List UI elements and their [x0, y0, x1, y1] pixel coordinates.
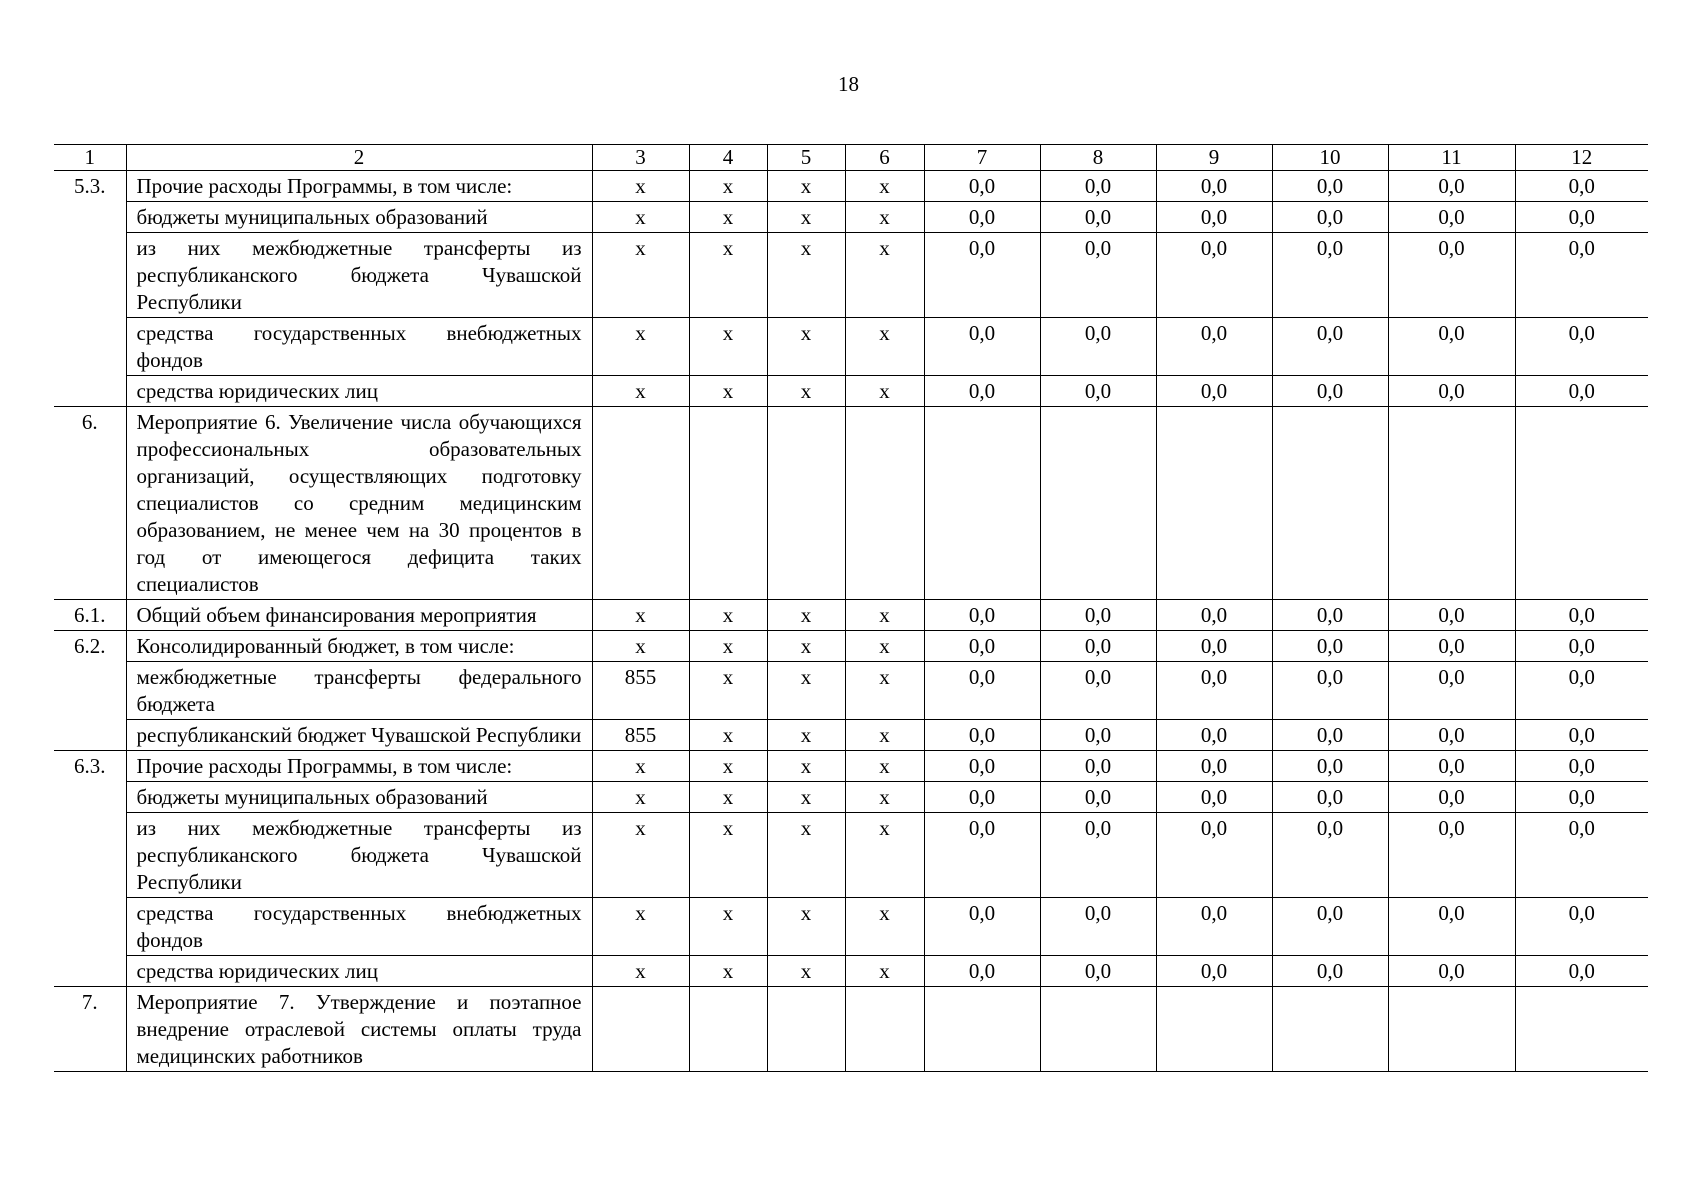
row-description-cell: средства государственных внебюджетных фондов [126, 318, 592, 376]
code-cell: х [592, 813, 689, 898]
value-cell: 0,0 [924, 813, 1040, 898]
value-cell: 0,0 [1515, 376, 1648, 407]
row-number-cell [54, 956, 126, 987]
value-cell: 0,0 [1515, 171, 1648, 202]
row-description-cell: Прочие расходы Программы, в том числе: [126, 171, 592, 202]
value-cell: 0,0 [1040, 376, 1156, 407]
code-cell: х [689, 813, 767, 898]
value-cell: 0,0 [1040, 898, 1156, 956]
value-cell: 0,0 [1156, 631, 1272, 662]
code-cell: х [767, 956, 845, 987]
row-number-cell [54, 662, 126, 720]
value-cell: 0,0 [1156, 898, 1272, 956]
header-cell: 12 [1515, 145, 1648, 171]
table-row [54, 318, 1648, 376]
header-cell: 6 [845, 145, 924, 171]
value-cell: 0,0 [1388, 202, 1515, 233]
value-cell: 0,0 [1388, 956, 1515, 987]
header-cell: 1 [54, 145, 126, 171]
page-number: 18 [838, 72, 859, 96]
value-cell [924, 407, 1040, 600]
code-cell [767, 407, 845, 600]
table-row [54, 751, 1648, 782]
row-description-cell: Консолидированный бюджет, в том числе: [126, 631, 592, 662]
value-cell: 0,0 [1040, 782, 1156, 813]
code-cell: х [592, 782, 689, 813]
value-cell: 0,0 [1388, 233, 1515, 318]
value-cell: 0,0 [1272, 751, 1388, 782]
code-cell: х [689, 662, 767, 720]
code-cell: х [767, 720, 845, 751]
table-row [54, 662, 1648, 720]
value-cell: 0,0 [924, 171, 1040, 202]
value-cell: 0,0 [1388, 600, 1515, 631]
value-cell: 0,0 [1272, 376, 1388, 407]
value-cell: 0,0 [1272, 202, 1388, 233]
code-cell: х [689, 233, 767, 318]
value-cell: 0,0 [1515, 720, 1648, 751]
value-cell: 0,0 [1388, 376, 1515, 407]
row-description-cell: из них межбюджетные трансферты из республиканского бюджета Чувашской Республики [126, 813, 592, 898]
value-cell: 0,0 [1515, 202, 1648, 233]
code-cell: х [845, 233, 924, 318]
code-cell: х [767, 600, 845, 631]
header-cell: 9 [1156, 145, 1272, 171]
code-cell: х [845, 631, 924, 662]
table-row [54, 376, 1648, 407]
code-cell: х [689, 318, 767, 376]
code-cell: х [845, 202, 924, 233]
code-cell: х [689, 956, 767, 987]
code-cell: х [592, 751, 689, 782]
code-cell: х [767, 171, 845, 202]
code-cell: х [767, 782, 845, 813]
value-cell [1515, 407, 1648, 600]
table-row [54, 813, 1648, 898]
value-cell: 0,0 [1388, 318, 1515, 376]
code-cell: х [689, 720, 767, 751]
table-row [54, 171, 1648, 202]
value-cell [1272, 407, 1388, 600]
value-cell: 0,0 [1040, 600, 1156, 631]
code-cell: х [767, 376, 845, 407]
value-cell: 0,0 [1272, 898, 1388, 956]
table-row [54, 407, 1648, 600]
code-cell [845, 407, 924, 600]
row-description-cell: Мероприятие 7. Утверждение и поэтапное внедрение отраслевой системы оплаты труда медицинских работников [126, 987, 592, 1072]
value-cell: 0,0 [1156, 720, 1272, 751]
code-cell: х [845, 376, 924, 407]
code-cell: х [845, 171, 924, 202]
row-description-cell: Прочие расходы Программы, в том числе: [126, 751, 592, 782]
code-cell [767, 987, 845, 1072]
code-cell: х [767, 318, 845, 376]
value-cell: 0,0 [924, 376, 1040, 407]
value-cell [1388, 987, 1515, 1072]
code-cell [689, 407, 767, 600]
value-cell: 0,0 [1272, 318, 1388, 376]
value-cell: 0,0 [1272, 600, 1388, 631]
value-cell: 0,0 [1156, 376, 1272, 407]
value-cell: 0,0 [1040, 171, 1156, 202]
value-cell: 0,0 [1156, 813, 1272, 898]
row-number-cell [54, 898, 126, 956]
value-cell: 0,0 [1040, 956, 1156, 987]
row-number-cell [54, 233, 126, 318]
value-cell: 0,0 [924, 720, 1040, 751]
value-cell: 0,0 [924, 318, 1040, 376]
budget-table [54, 144, 1648, 1072]
value-cell [1156, 407, 1272, 600]
code-cell: х [845, 898, 924, 956]
value-cell: 0,0 [1040, 233, 1156, 318]
value-cell: 0,0 [1515, 956, 1648, 987]
code-cell: х [592, 898, 689, 956]
table-row [54, 233, 1648, 318]
code-cell: х [689, 202, 767, 233]
code-cell: х [845, 956, 924, 987]
code-cell: х [845, 662, 924, 720]
value-cell: 0,0 [1272, 720, 1388, 751]
table-row [54, 782, 1648, 813]
value-cell: 0,0 [924, 233, 1040, 318]
header-cell: 2 [126, 145, 592, 171]
code-cell: х [592, 171, 689, 202]
code-cell: х [592, 376, 689, 407]
value-cell [1040, 407, 1156, 600]
code-cell [845, 987, 924, 1072]
value-cell: 0,0 [1156, 751, 1272, 782]
value-cell: 0,0 [1040, 202, 1156, 233]
row-number-cell: 5.3. [54, 171, 126, 202]
code-cell: х [767, 631, 845, 662]
code-cell: х [689, 376, 767, 407]
table-row [54, 898, 1648, 956]
code-cell: х [767, 813, 845, 898]
code-cell: х [592, 631, 689, 662]
header-cell: 11 [1388, 145, 1515, 171]
row-description-cell: средства юридических лиц [126, 956, 592, 987]
code-cell: х [689, 898, 767, 956]
value-cell: 0,0 [1156, 171, 1272, 202]
code-cell: х [845, 720, 924, 751]
code-cell: х [845, 782, 924, 813]
code-cell: х [592, 233, 689, 318]
table-row [54, 202, 1648, 233]
value-cell [1156, 987, 1272, 1072]
value-cell: 0,0 [924, 662, 1040, 720]
value-cell: 0,0 [1272, 171, 1388, 202]
row-description-cell: Общий объем финансирования мероприятия [126, 600, 592, 631]
value-cell: 0,0 [924, 782, 1040, 813]
code-cell: х [689, 171, 767, 202]
value-cell: 0,0 [1156, 600, 1272, 631]
value-cell: 0,0 [1272, 631, 1388, 662]
code-cell: х [767, 751, 845, 782]
code-cell: х [767, 202, 845, 233]
value-cell [1515, 987, 1648, 1072]
row-number-cell [54, 720, 126, 751]
row-description-cell: межбюджетные трансферты федерального бюджета [126, 662, 592, 720]
value-cell [1040, 987, 1156, 1072]
code-cell: х [592, 318, 689, 376]
value-cell [924, 987, 1040, 1072]
code-cell: х [592, 956, 689, 987]
row-number-cell [54, 813, 126, 898]
value-cell: 0,0 [1272, 813, 1388, 898]
value-cell: 0,0 [1388, 898, 1515, 956]
value-cell: 0,0 [1040, 662, 1156, 720]
table-body [54, 145, 1648, 1072]
value-cell: 0,0 [924, 898, 1040, 956]
code-cell: х [767, 898, 845, 956]
row-number-cell: 7. [54, 987, 126, 1072]
value-cell: 0,0 [1040, 318, 1156, 376]
row-description-cell: средства юридических лиц [126, 376, 592, 407]
value-cell: 0,0 [1388, 813, 1515, 898]
table-row [54, 720, 1648, 751]
row-number-cell [54, 376, 126, 407]
value-cell: 0,0 [1272, 233, 1388, 318]
header-cell: 8 [1040, 145, 1156, 171]
code-cell: х [845, 318, 924, 376]
row-number-cell: 6.1. [54, 600, 126, 631]
value-cell: 0,0 [924, 202, 1040, 233]
value-cell [1388, 407, 1515, 600]
header-cell: 7 [924, 145, 1040, 171]
value-cell: 0,0 [1515, 813, 1648, 898]
value-cell: 0,0 [1040, 813, 1156, 898]
value-cell: 0,0 [1272, 782, 1388, 813]
value-cell: 0,0 [924, 600, 1040, 631]
code-cell: х [592, 600, 689, 631]
value-cell: 0,0 [1388, 782, 1515, 813]
header-row [54, 145, 1648, 171]
code-cell: х [845, 813, 924, 898]
code-cell: х [689, 631, 767, 662]
code-cell: х [845, 751, 924, 782]
value-cell: 0,0 [1156, 202, 1272, 233]
value-cell [1272, 987, 1388, 1072]
value-cell: 0,0 [1515, 751, 1648, 782]
value-cell: 0,0 [1156, 318, 1272, 376]
code-cell: 855 [592, 720, 689, 751]
value-cell: 0,0 [1515, 233, 1648, 318]
code-cell: х [845, 600, 924, 631]
table-row [54, 631, 1648, 662]
value-cell: 0,0 [1156, 233, 1272, 318]
value-cell: 0,0 [924, 751, 1040, 782]
value-cell: 0,0 [1515, 782, 1648, 813]
row-number-cell [54, 318, 126, 376]
row-number-cell: 6.3. [54, 751, 126, 782]
row-description-cell: бюджеты муниципальных образований [126, 782, 592, 813]
value-cell: 0,0 [1388, 662, 1515, 720]
header-cell: 5 [767, 145, 845, 171]
row-description-cell: бюджеты муниципальных образований [126, 202, 592, 233]
value-cell: 0,0 [1040, 751, 1156, 782]
value-cell: 0,0 [1388, 631, 1515, 662]
code-cell: х [689, 782, 767, 813]
value-cell: 0,0 [1040, 631, 1156, 662]
code-cell [592, 407, 689, 600]
value-cell: 0,0 [1515, 898, 1648, 956]
table-row [54, 987, 1648, 1072]
value-cell: 0,0 [1040, 720, 1156, 751]
row-description-cell: из них межбюджетные трансферты из республиканского бюджета Чувашской Республики [126, 233, 592, 318]
code-cell: х [689, 600, 767, 631]
value-cell: 0,0 [1388, 751, 1515, 782]
value-cell: 0,0 [1156, 956, 1272, 987]
value-cell: 0,0 [1388, 171, 1515, 202]
value-cell: 0,0 [1515, 631, 1648, 662]
value-cell: 0,0 [1272, 662, 1388, 720]
row-number-cell: 6. [54, 407, 126, 600]
row-description-cell: Мероприятие 6. Увеличение числа обучающихся профессиональных образовательных организаций, осуществляющих подготовку специалистов со средним медицинским образованием, не менее чем на 30 процентов в год от имеющегося дефицита таких специалистов [126, 407, 592, 600]
value-cell: 0,0 [1515, 662, 1648, 720]
value-cell: 0,0 [1515, 318, 1648, 376]
code-cell: х [592, 202, 689, 233]
header-cell: 10 [1272, 145, 1388, 171]
value-cell: 0,0 [1515, 600, 1648, 631]
row-description-cell: республиканский бюджет Чувашской Республики [126, 720, 592, 751]
value-cell: 0,0 [1156, 782, 1272, 813]
table-row [54, 600, 1648, 631]
code-cell: х [689, 751, 767, 782]
value-cell: 0,0 [1388, 720, 1515, 751]
code-cell [689, 987, 767, 1072]
table-row [54, 956, 1648, 987]
code-cell: 855 [592, 662, 689, 720]
code-cell [592, 987, 689, 1072]
value-cell: 0,0 [924, 631, 1040, 662]
row-number-cell: 6.2. [54, 631, 126, 662]
row-number-cell [54, 782, 126, 813]
value-cell: 0,0 [1156, 662, 1272, 720]
code-cell: х [767, 662, 845, 720]
value-cell: 0,0 [1272, 956, 1388, 987]
row-number-cell [54, 202, 126, 233]
header-cell: 4 [689, 145, 767, 171]
value-cell: 0,0 [924, 956, 1040, 987]
code-cell: х [767, 233, 845, 318]
row-description-cell: средства государственных внебюджетных фондов [126, 898, 592, 956]
header-cell: 3 [592, 145, 689, 171]
